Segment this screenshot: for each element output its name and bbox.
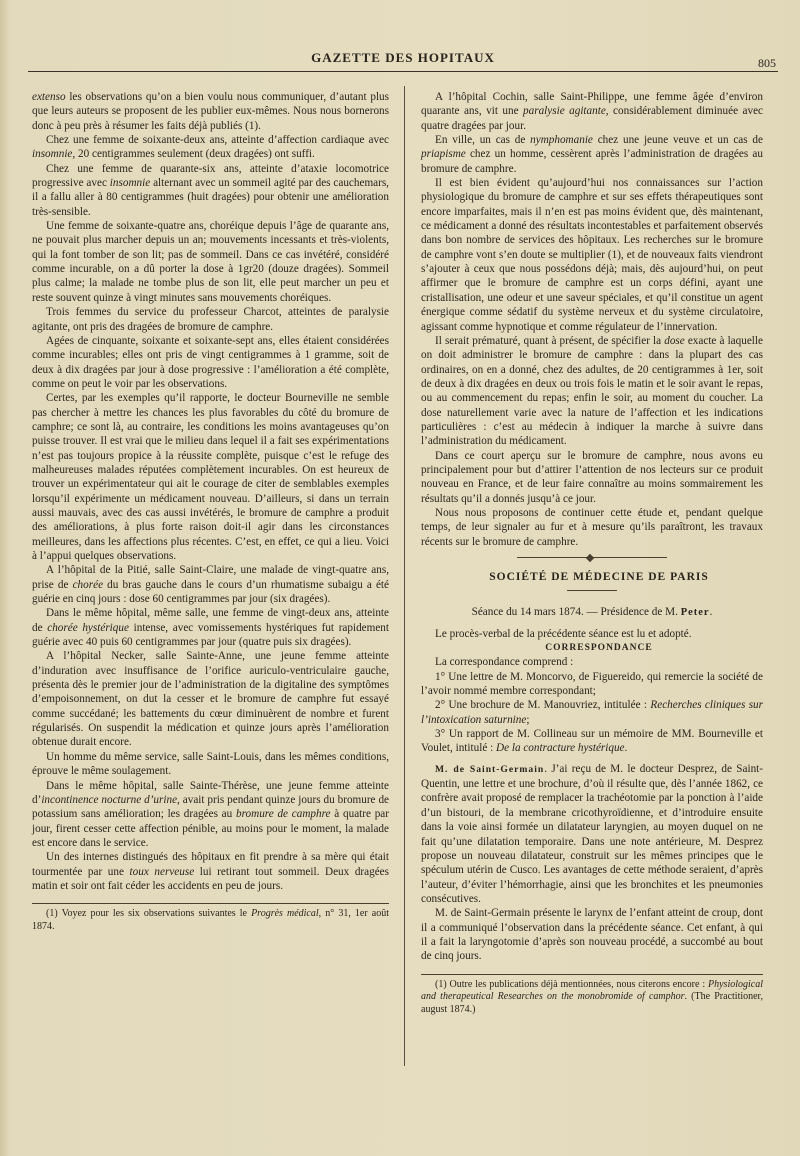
paragraph: Chez une femme de quarante-six ans, atteinte d’ataxie locomotrice progressive avec insomnie alternant avec un sommeil agité par des cauchemars, il a fallu aller à 80 centigrammes (huit dragées) pour obtenir une amélioration très-sensible. <box>32 162 389 218</box>
paragraph: Le procès-verbal de la précédente séance est lu et adopté. <box>435 627 692 640</box>
left-column <box>32 90 389 933</box>
paragraph: A l’hôpital Necker, salle Sainte-Anne, une jeune femme atteinte d’induration avec insuffisance de l’orifice auriculo-ventriculaire gauche, présenta dès le premier jour de l’administration de la digitaline des symptômes d’empoisonnement, on dut la cesser et le bromure de camphre fut essayé comme succédané; les battements du cœur diminuèrent de nombre et furent régularisés. On suspendit la médication et quinze jours après l’amélioration obtenue durait encore. <box>32 650 389 749</box>
footnote: (1) Outre les publications déjà mentionnées, nous citerons encore : Physiological and therapeutical Researches on the monobromide of camphor. (The Practitioner, august 1874.) <box>421 978 763 1015</box>
footnote-rule <box>421 974 763 975</box>
title-rule <box>567 590 617 591</box>
paragraph: Un homme du même service, salle Saint-Louis, dans les mêmes conditions, éprouve le même soulagement. <box>32 750 389 778</box>
paragraph: Un des internes distingués des hôpitaux en fit prendre à sa mère qui était tourmentée par une toux nerveuse lui retirant tout sommeil. Deux dragées matin et soir ont fait céder les accidents en peu de jours. <box>32 851 389 892</box>
paragraph: Il est bien évident qu’aujourd’hui nos connaissances sur l’action physiologique du bromure de camphre et sur ses effets thérapeutiques sont encore imparfaites, mais il n’en est pas moins évident que, dès maintenant, ce médicament a donné des résultats incontestables et parfaitement observés dans bon nombre de services des hôpitaux. Les recherches sur le bromure de camphre vont s’en doute se multiplier (1), et de nouveaux faits viendront s’ajouter à ceux que nous possédons déjà; mais, dès aujourd’hui, on peut affirmer que le bromure de camphre est un corps défini, ayant une cristallisation, une odeur et une saveur spéciales, et qu’il constitue un agent énergique comme sédatif du système nerveux et du système circulatoire, agissant comme hypnotique et comme régulateur de l’innervation. <box>421 177 763 333</box>
paragraph: Agées de cinquante, soixante et soixante-sept ans, elles étaient considérées comme incurables; elles ont pris de vingt centigrammes à 1 gramme, soit de deux à dix dragées par jour à dose progressive : l’amélioration a été complète, comme on peut le voir par les observations. <box>32 334 389 390</box>
list-item: 1° Une lettre de M. Moncorvo, de Figuereido, qui remercie la société de l’avoir nommé membre correspondant; <box>421 670 763 698</box>
speaker-name: M. de Saint-Germain <box>435 763 545 775</box>
paragraph: En ville, un cas de nymphomanie chez une jeune veuve et un cas de priapisme chez un homme, cessèrent après l’administration de dragées au bromure de camphre. <box>421 134 763 175</box>
paragraph: A l’hôpital de la Pitié, salle Saint-Claire, une malade de vingt-quatre ans, prise de chorée du bras gauche dans le cours d’un rhumatisme subaigu a été guérie en cinq jours : dose 60 centigrammes par jour (six dragées). <box>32 564 390 606</box>
paragraph: Il serait prématuré, quant à présent, de spécifier la dose exacte à laquelle on doit administrer le bromure de camphre : dans la plupart des cas ordinaires, on en a donné, chez des adultes, de 20 centigrammes à 1er, soit de deux à dix dragées en deux ou trois fois le matin et le soir avant le repas, ou au commencement du repas; enfin le soir, au moment du coucher. La dose naturellement varie avec la nature de l’affection et les indications particulières : c’est au médecin à indiquer la marche à suivre dans l’administration du médicament. <box>421 334 763 448</box>
section-title: SOCIÉTÉ DE MÉDECINE DE PARIS <box>489 571 709 583</box>
paragraph: Chez une femme de soixante-deux ans, atteinte d’affection cardiaque avec insomnie, 20 centigrammes seulement (deux dragées) ont suffi. <box>32 134 389 161</box>
footnote: (1) Voyez pour les six observations suivantes le Progrès médical, n° 31, 1er août 1874. <box>32 908 389 932</box>
paragraph: extenso les observations qu’on a bien voulu nous communiquer, d’autant plus que leurs auteurs se proposent de les publier eux-mêmes. Nous nous bornerons donc à peu près à résumer les faits déjà publiés (1). <box>32 91 389 132</box>
section-separator <box>517 557 667 560</box>
paragraph: La correspondance comprend : <box>435 656 574 669</box>
paragraph: Nous nous proposons de continuer cette étude et, pendant quelque temps, de leur signaler au fur et à mesure qu’ils paraîtront, les travaux récents sur le bromure de camphre. <box>421 506 763 548</box>
paragraph: Dans le même hôpital, même salle, une femme de vingt-deux ans, atteinte de chorée hystérique intense, avec vomissements hystériques fut rapidement guérie avec 40 puis 60 centigrammes par jour (quatre puis six dragées). <box>32 607 390 649</box>
page-number: 805 <box>758 56 776 70</box>
paragraph: Dans le même hôpital, salle Sainte-Thérèse, une jeune femme atteinte d’incontinence nocturne d’urine, avait pris pendant quinze jours du bromure de potassium sans amélioration; les dragées au bromure de camphre à quatre par jour, firent cesser cette affection pénible, au moins pour le moment, la malade est encore dans le service. <box>32 779 390 849</box>
paragraph: M. de Saint-Germain présente le larynx de l’enfant atteint de croup, dont il a communiqué l’observation dans la précédente séance. Cet enfant, à qui il a fait la laryngotomie d’après son nouveau procédé, a succombé au bout de cinq jours. <box>421 907 763 963</box>
paragraph: M. de Saint-Germain. J’ai reçu de M. le docteur Desprez, de Saint-Quentin, une lettre et une brochure, d’où il résulte que, dès l’année 1862, ce confrère avait proposé de remplacer la trachéotomie par la ponction à l’aide d’un bistouri, de la membrane cricothyroïdienne, et d’introduire ensuite dans la voie ainsi formée un dilatateur laryngien, au moyen duquel on ne fait qu’une dilatation temporaire. Dans une note antérieure, M. Desprez propose un nouveau dilatateur, construit sur les mêmes principes que le spéculum utérin de Cusco. Les avantages de cette méthode seraient, d’après l’auteur, d’éviter l’hémorrhagie, ainsi que les bronchites et les pneumonies consécutives. <box>421 762 763 905</box>
right-column <box>421 90 763 1016</box>
page-header <box>28 50 778 72</box>
subsection-heading: CORRESPONDANCE <box>545 643 653 654</box>
list-item: 3° Un rapport de M. Collineau sur un mémoire de MM. Bourneville et Voulet, intitulé : De la contracture hystérique. <box>421 728 763 755</box>
list-item: 2° Une brochure de M. Manouvriez, intitulée : Recherches cliniques sur l’intoxication saturnine; <box>421 699 763 726</box>
paragraph: Une femme de soixante-quatre ans, choréique depuis l’âge de quarante ans, ne pouvait plus marcher depuis un an; mouvements incessants et très-violents, qui la font tomber de son lit; pas de sommeil. Dans ce cas invétéré, considéré comme incurable, on a dû porter la dose à 1gr20 (douze dragées). Sommeil plus calme; la malade ne tombe plus de son lit, elle peut marcher un peu et reste souvent quinze à vingt minutes sans mouvements choréiques. <box>32 220 389 304</box>
session-line: Séance du 14 mars 1874. — Présidence de M. Peter. <box>471 606 713 619</box>
journal-title: GAZETTE DES HOPITAUX <box>311 50 495 65</box>
paragraph: Trois femmes du service du professeur Charcot, atteintes de paralysie agitante, ont pris des dragées de bromure de camphre. <box>32 306 389 333</box>
paragraph: Dans ce court aperçu sur le bromure de camphre, nous avons eu principalement pour but d’attirer l’attention de nos lecteurs sur ce produit nouveau en France, et de leur faire connaître au moins sommairement les résultats qu’il a donnés jusqu’à ce jour. <box>421 449 763 505</box>
header-rule <box>28 71 778 72</box>
column-divider <box>404 86 405 1066</box>
paragraph: Certes, par les exemples qu’il rapporte, le docteur Bourneville ne semble pas chercher à mettre les chances les plus favorables du côté du bromure de camphre; ce sont là, au contraire, les conditions les moins avantageuses qu’on puisse trouver. Il est vrai que le milieu dans lequel il a fait ses expérimentations n’est pas toujours propice à la réussite complète, puisque c’est le refuge des malheureuses malades réputées complètement incurables. On est heureux de trouver un expérimentateur qui ait le courage de citer de semblables exemples lorsqu’il expérimente un médicament nouveau. D’ailleurs, si dans un terrain aussi mauvais, avec des cas aussi invétérés, le bromure de camphre a produit des améliorations, à plus forte raison doit-il agir dans les circonstances meilleures, dans les affections plus récentes. C’est, en effet, ce qui a lieu. Voici à l’appui quelques observations. <box>32 392 389 562</box>
paragraph: A l’hôpital Cochin, salle Saint-Philippe, une femme âgée d’environ quarante ans, vit une paralysie agitante, considérablement diminuée avec quatre dragées par jour. <box>421 91 763 132</box>
footnote-rule <box>32 903 389 904</box>
